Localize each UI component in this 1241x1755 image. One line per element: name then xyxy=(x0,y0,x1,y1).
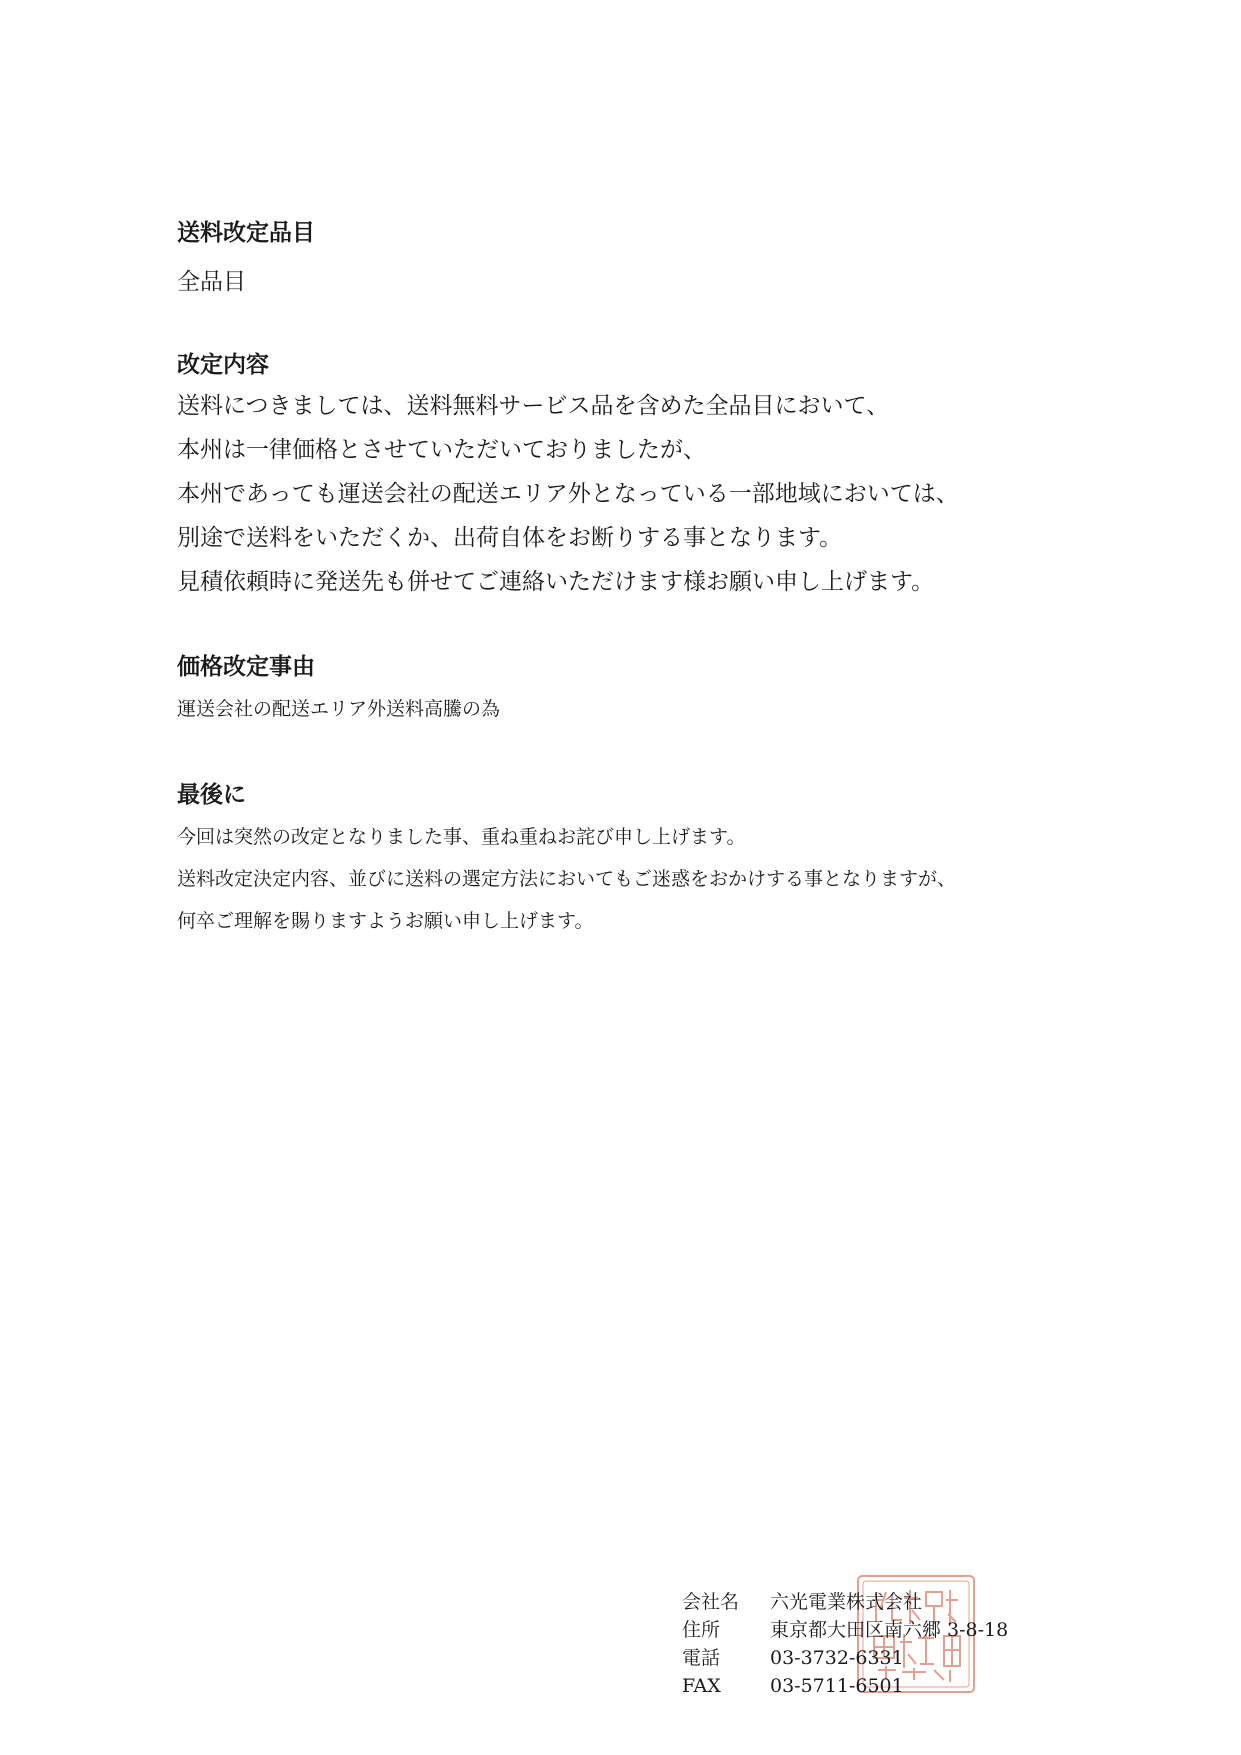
section-body xyxy=(177,816,956,942)
company-label: 会社名 xyxy=(682,1591,740,1613)
body-line: 本州であっても運送会社の配送エリア外となっている一部地域においては、 xyxy=(177,481,959,507)
company-row-fax xyxy=(682,1672,1102,1700)
section-revised-items xyxy=(177,218,315,304)
section-heading: 最後に xyxy=(177,782,246,808)
company-value: 六光電業株式会社 xyxy=(770,1591,923,1613)
section-body xyxy=(177,384,959,604)
section-heading: 価格改定事由 xyxy=(177,654,315,680)
section-revision-reason xyxy=(177,652,500,730)
company-label: 電話 xyxy=(682,1647,721,1669)
section-body: 全品目 xyxy=(177,269,246,295)
company-info xyxy=(682,1588,1102,1700)
body-line: 今回は突然の改定となりました事、重ね重ねお詫び申し上げます。 xyxy=(177,826,746,848)
section-body: 運送会社の配送エリア外送料高騰の為 xyxy=(177,698,501,720)
company-row-name xyxy=(682,1588,1102,1616)
body-line: 送料改定決定内容、並びに送料の選定方法においてもご迷惑をおかけする事となりますが、 xyxy=(177,868,957,890)
section-revision-details xyxy=(177,350,959,604)
body-line: 何卒ご理解を賜りますようお願い申し上げます。 xyxy=(177,910,594,932)
body-line: 別途で送料をいただくか、出荷自体をお断りする事となります。 xyxy=(177,525,843,551)
company-value: 東京都大田区南六郷 3-8-18 xyxy=(770,1619,1009,1641)
company-value: 03-5711-6501 xyxy=(770,1675,904,1697)
section-heading: 改定内容 xyxy=(177,352,269,378)
section-closing xyxy=(177,780,956,942)
body-line: 送料につきましては、送料無料サービス品を含めた全品目において、 xyxy=(177,393,890,419)
body-line: 見積依頼時に発送先も併せてご連絡いただけます様お願い申し上げます。 xyxy=(177,569,935,595)
company-label: FAX xyxy=(682,1675,721,1697)
company-label: 住所 xyxy=(682,1619,721,1641)
company-value: 03-3732-6331 xyxy=(770,1647,904,1669)
company-row-address xyxy=(682,1616,1102,1644)
company-row-phone xyxy=(682,1644,1102,1672)
body-line: 本州は一律価格とさせていただいておりましたが、 xyxy=(177,437,706,463)
section-heading: 送料改定品目 xyxy=(177,220,315,246)
